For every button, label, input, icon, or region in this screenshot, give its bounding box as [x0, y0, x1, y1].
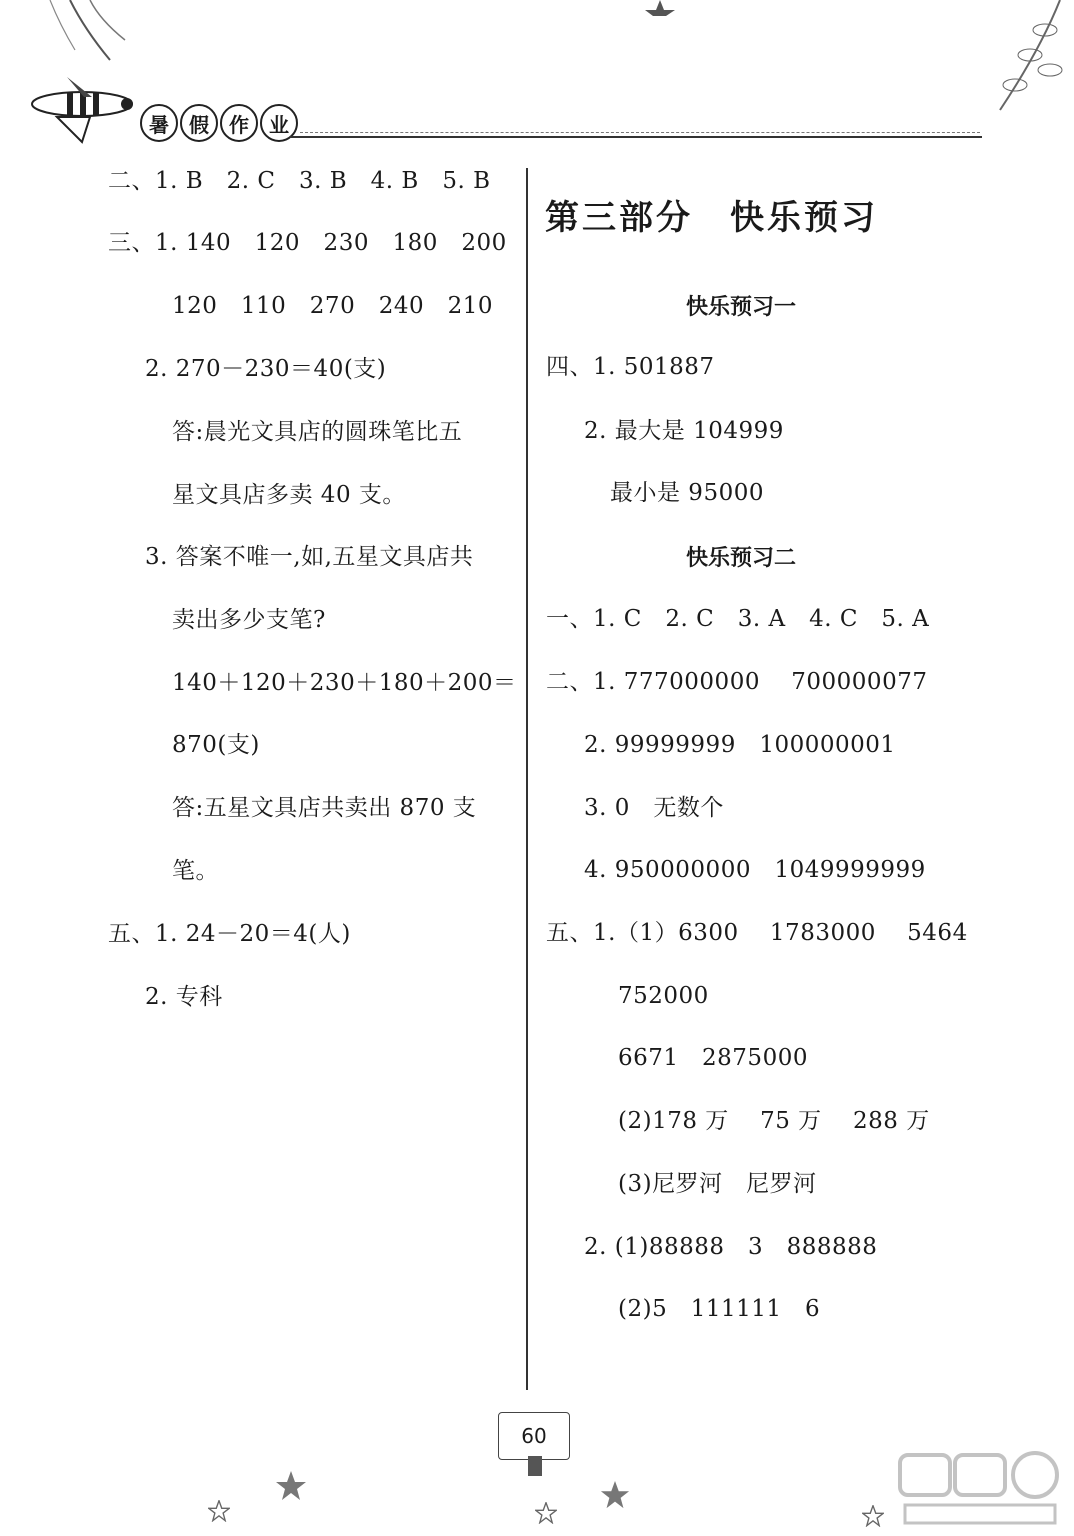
answer-line: 最小是 95000 — [610, 480, 764, 506]
leaf-decoration-icon — [940, 0, 1070, 120]
answer-line: 6671 2875000 — [618, 1045, 808, 1071]
answer-line: (2)178 万 75 万 288 万 — [618, 1108, 930, 1134]
answer-line: 五、1. 24－20＝4(人) — [108, 921, 351, 947]
answer-line: (3)尼罗河 尼罗河 — [618, 1171, 817, 1197]
answer-line: 3. 0 无数个 — [584, 795, 724, 821]
answer-line: 140＋120＋230＋180＋200＝ — [172, 670, 517, 696]
answer-line: 卖出多少支笔? — [172, 607, 326, 633]
answer-line: 2. 270－230＝40(支) — [145, 356, 387, 382]
answer-line: 二、1. 777000000 700000077 — [546, 669, 928, 695]
answer-line: 3. 答案不唯一,如,五星文具店共 — [145, 544, 474, 570]
column-divider — [526, 168, 528, 1390]
header-rule — [290, 136, 982, 138]
answer-line: 4. 950000000 1049999999 — [584, 857, 926, 883]
section-title: 快乐预习一 — [686, 295, 797, 320]
watermark-logo-icon — [895, 1450, 1065, 1530]
header-badge: 暑 — [140, 104, 178, 142]
answer-line: 2. (1)88888 3 888888 — [584, 1234, 878, 1260]
part-title: 第三部分 快乐预习 — [545, 198, 878, 238]
header-badge: 假 — [180, 104, 218, 142]
star-icon — [275, 1470, 307, 1502]
header-badge: 作 — [220, 104, 258, 142]
answer-line: 星文具店多卖 40 支。 — [172, 482, 406, 508]
star-icon — [862, 1505, 884, 1527]
answer-line: 二、1. B 2. C 3. B 4. B 5. B — [108, 168, 491, 194]
page-number: 60 — [498, 1412, 570, 1460]
answer-line: 四、1. 501887 — [546, 354, 715, 380]
page-number-stem — [528, 1456, 542, 1476]
answer-line: 答:五星文具店共卖出 870 支 — [172, 795, 477, 821]
star-icon — [600, 1480, 630, 1510]
answer-line: 870(支) — [172, 732, 260, 758]
star-icon — [208, 1500, 230, 1522]
answer-line: 一、1. C 2. C 3. A 4. C 5. A — [546, 606, 930, 632]
header-badges — [140, 104, 298, 142]
section-title: 快乐预习二 — [686, 546, 797, 571]
answer-line: 120 110 270 240 210 — [172, 293, 493, 319]
answer-line: 752000 — [618, 983, 709, 1009]
answer-line: 2. 最大是 104999 — [584, 418, 784, 444]
branch-decoration-icon — [30, 0, 140, 70]
answer-line: 2. 专科 — [145, 984, 223, 1010]
airplane-logo-icon — [22, 72, 142, 147]
star-icon — [535, 1502, 557, 1524]
header-dashed-rule — [300, 132, 980, 133]
header-badge: 业 — [260, 104, 298, 142]
answer-line: 笔。 — [172, 858, 219, 884]
answer-line: 2. 99999999 100000001 — [584, 732, 896, 758]
answer-line: 五、1.（1）6300 1783000 5464 — [546, 920, 968, 946]
answer-line: (2)5 111111 6 — [618, 1296, 821, 1322]
star-icon — [645, 0, 675, 18]
answer-line: 三、1. 140 120 230 180 200 — [108, 230, 507, 256]
answer-line: 答:晨光文具店的圆珠笔比五 — [172, 419, 463, 445]
